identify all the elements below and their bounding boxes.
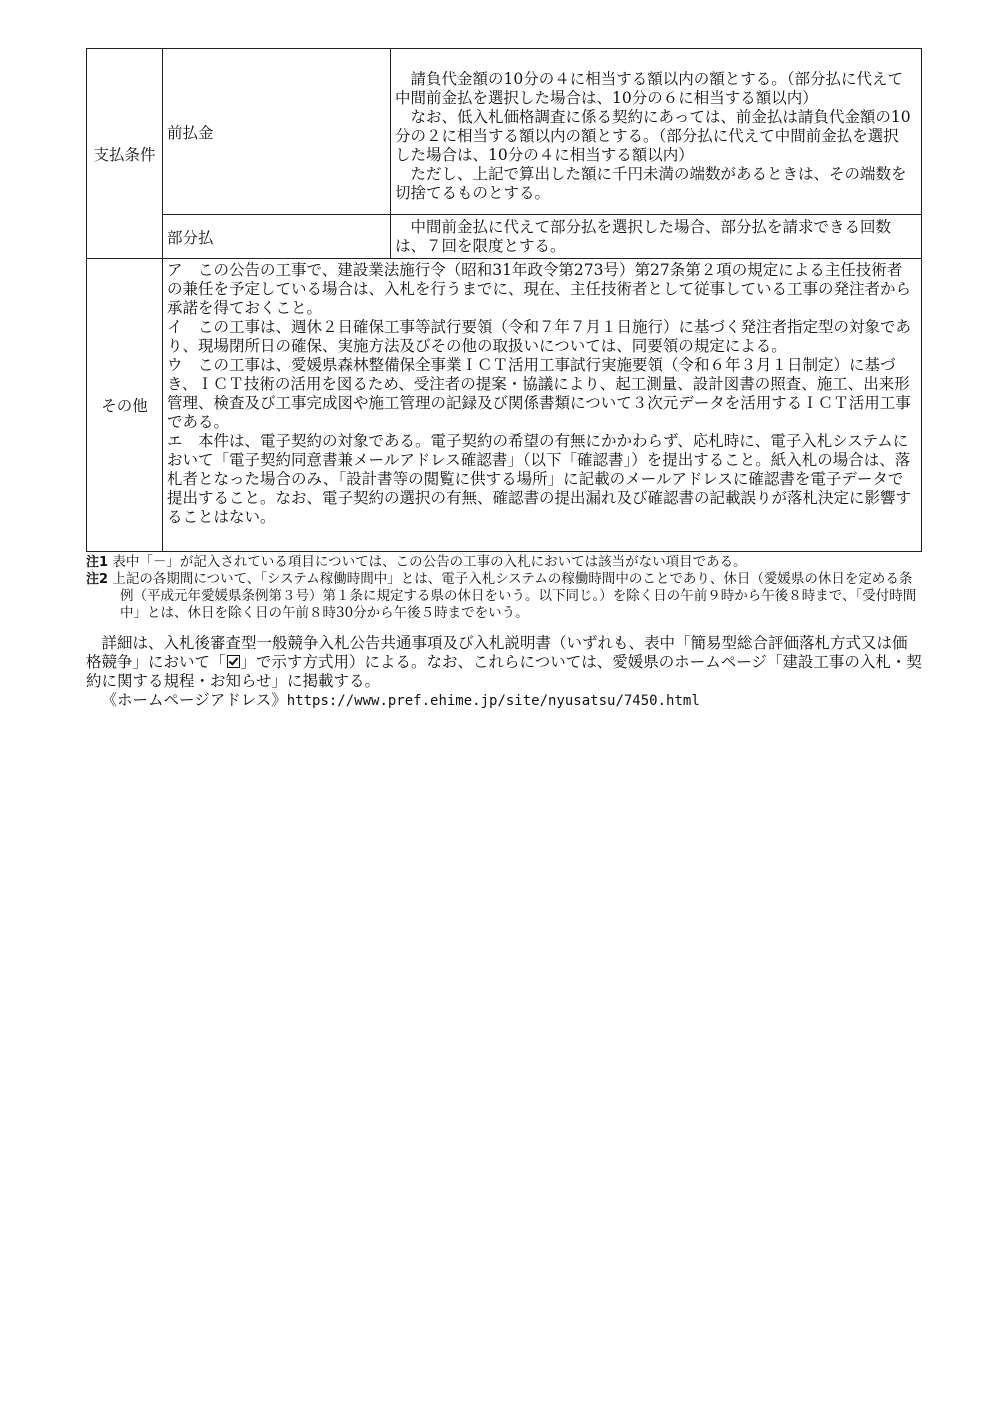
partial-text: 中間前金払に代えて部分払を選択した場合、部分払を請求できる回数は、７回を限度とする。 (395, 217, 892, 255)
note-2 (86, 571, 922, 622)
homepage-address-line (86, 691, 922, 711)
notes-section (86, 554, 922, 622)
advance-line-2: なお、低入札価格調査に係る契約にあっては、前金払は請負代金額の10分の２に相当する額以内の額とする。（部分払に代えて中間前金払を選択した場合は、10分の４に相当する額以内） (395, 108, 911, 164)
note-1-text: 表中「－」が記入されている項目については、この公告の工事の入札においては該当がない項目である。 (112, 554, 747, 570)
advance-value-cell (391, 49, 922, 215)
notice-page (86, 48, 922, 711)
closing-text-part-1: 詳細は、入札後審査型一般競争入札公告共通事項及び入札説明書（いずれも、表中「簡易型総合評価落札方式又は価格競争」において「 (86, 634, 908, 671)
other-value-cell (163, 259, 922, 552)
partial-value-cell (391, 215, 922, 259)
payment-category-cell (87, 49, 163, 259)
other-item-a: ア この公告の工事で、建設業法施行令（昭和31年政令第273号）第27条第２項の規定による主任技術者の兼任を予定している場合は、入札を行うまでに、現在、主任技術者として従事している工事の発注者から承諾を得ておくこと。 (167, 261, 912, 317)
checkbox-checked-icon (227, 655, 240, 668)
note-1-mark: 注1 (86, 555, 109, 570)
other-item-u: ウ この工事は、愛媛県森林整備保全事業ＩＣＴ活用工事試行実施要領（令和６年３月１日制定）に基づき、ＩＣＴ技術の活用を図るため、受注者の提案・協議により、起工測量、設計図書の照査、施工、出来形管理、検査及び工事完成図や施工管理の記録及び関係書類について３次元データを活用するＩＣＴ活用工事である。 (167, 356, 911, 431)
advance-label-cell (163, 49, 391, 215)
homepage-address-label: 《ホームページアドレス》 (101, 691, 287, 709)
partial-label-cell (163, 215, 391, 259)
note-1 (86, 554, 922, 571)
closing-text-part-2: 」で示す方式用）による。なお、これらについては、愛媛県のホームページ「建設工事の入札・契約に関する規程・お知らせ」に掲載する。 (86, 653, 922, 690)
other-item-e: エ 本件は、電子契約の対象である。電子契約の希望の有無にかかわらず、応札時に、電子入札システムにおいて「電子契約同意書兼メールアドレス確認書」（以下「確認書」）を提出すること。紙入札の場合は、落札者となった場合のみ、「設計書等の閲覧に供する場所」に記載のメールアドレスに確認書を電子データで提出すること。なお、電子契約の選択の有無、確認書の提出漏れ及び確認書の記載誤りが落札決定に影響することはない。 (167, 432, 912, 526)
advance-line-3: ただし、上記で算出した額に千円未満の端数があるときは、その端数を切捨てるものとする。 (395, 165, 907, 202)
homepage-url-link[interactable]: https://www.pref.ehime.jp/site/nyusatsu/7450.html (286, 693, 700, 709)
closing-section (86, 634, 922, 711)
conditions-table (86, 48, 922, 552)
note-2-text: 上記の各期間について、「システム稼働時間中」とは、電子入札システムの稼働時間中のことであり、休日（愛媛県の休日を定める条例（平成元年愛媛県条例第３号）第１条に規定する県の休日をいう。以下同じ。）を除く日の午前９時から午後８時まで、「受付時間中」とは、休日を除く日の午前８時30分から午後５時までをいう。 (112, 571, 917, 621)
partial-label: 部分払 (167, 228, 214, 247)
other-category-cell (87, 259, 163, 552)
advance-label: 前払金 (167, 123, 214, 142)
other-item-i: イ この工事は、週休２日確保工事等試行要領（令和７年７月１日施行）に基づく発注者指定型の対象であり、現場閉所日の確保、実施方法及びその他の取扱いについては、同要領の規定による。 (167, 318, 912, 355)
other-category-label: その他 (101, 397, 148, 415)
payment-category-label: 支払条件 (93, 145, 156, 164)
closing-paragraph (86, 634, 922, 691)
note-2-mark: 注2 (86, 572, 109, 587)
advance-line-1: 請負代金額の10分の４に相当する額以内の額とする。（部分払に代えて中間前金払を選択した場合は、10分の６に相当する額以内） (395, 70, 903, 107)
